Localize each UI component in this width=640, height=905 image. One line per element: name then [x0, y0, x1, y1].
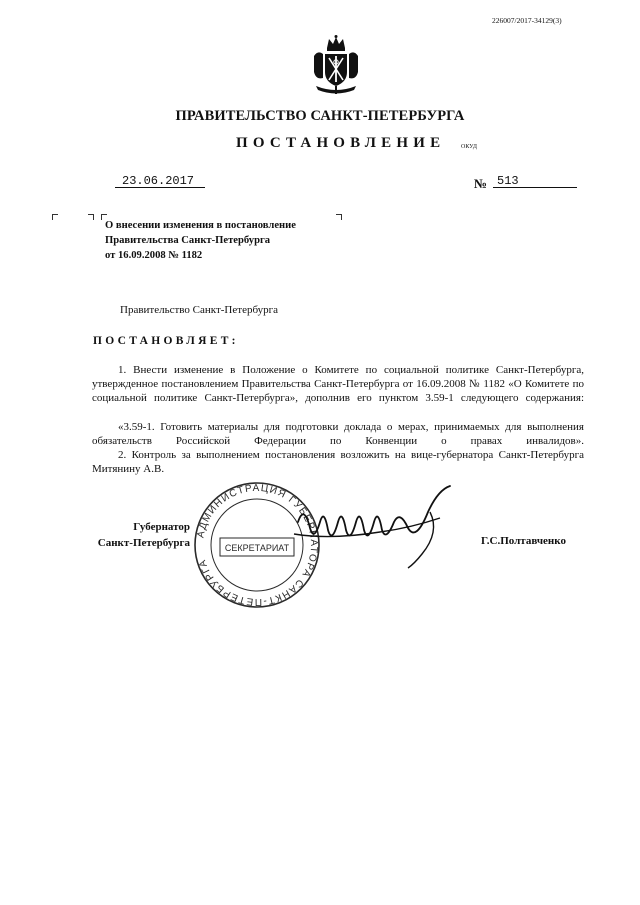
corner-mark [336, 214, 342, 220]
subject-line: О внесении изменения в постановление [105, 220, 296, 231]
corner-mark [52, 214, 58, 220]
paragraph-item-2: 2. Контроль за выполнением постановления возложить на вице-губернатора Санкт-Петербурга Митянину А.В. [92, 449, 584, 475]
subject-line: Правительства Санкт-Петербурга [105, 235, 271, 246]
document-date: 23.06.2017 [122, 174, 195, 188]
signer-name: Г.С.Полтавченко [481, 535, 566, 547]
paragraph-item-1: 1. Внести изменение в Положение о Комитете по социальной политике Санкт-Петербурга, утвержденное постановлением Правительства Санкт-Петербурга от 16.09.2008 № 1182 «О Комитете по социальной политике Санкт-Петербурга», дополнив его пунктом 3.59-1 следующего содержания: [92, 364, 584, 404]
date-underline [115, 187, 205, 188]
coat-of-arms-emblem [310, 34, 362, 96]
decree-word: ПОСТАНОВЛЯЕТ: [93, 335, 239, 347]
issuer: Правительство Санкт-Петербурга [120, 304, 279, 316]
corner-mark [88, 214, 94, 220]
number-sign: № [474, 176, 488, 191]
stamp-inner-text: СЕКРЕТАРИАТ [224, 543, 290, 553]
subject-line: от 16.09.2008 № 1182 [105, 250, 203, 261]
signer-position-line: Губернатор [133, 521, 190, 533]
document-type-title: ПОСТАНОВЛЕНИЕ [236, 135, 446, 151]
document-id: 226007/2017-34129(3) [492, 16, 562, 25]
form-code: ОКУД [461, 144, 477, 150]
government-title: ПРАВИТЕЛЬСТВО САНКТ-ПЕТЕРБУРГА [175, 108, 465, 124]
document-subject [105, 218, 296, 263]
paragraph-item-1-quote: «3.59-1. Готовить материалы для подготовки доклада о мерах, принимаемых для выполнения обязательств Российской Федерации по Конвенции о правах инвалидов». [92, 421, 584, 447]
signer-position-line: Санкт-Петербурга [97, 537, 190, 549]
document-number: 513 [497, 174, 519, 188]
number-underline [493, 187, 577, 188]
signer-position [94, 519, 190, 551]
stamp-outer-text: АДМИНИСТРАЦИЯ ГУБЕРНАТОРА САНКТ-ПЕТЕРБУРГА [195, 482, 320, 608]
handwritten-signature [290, 482, 460, 570]
